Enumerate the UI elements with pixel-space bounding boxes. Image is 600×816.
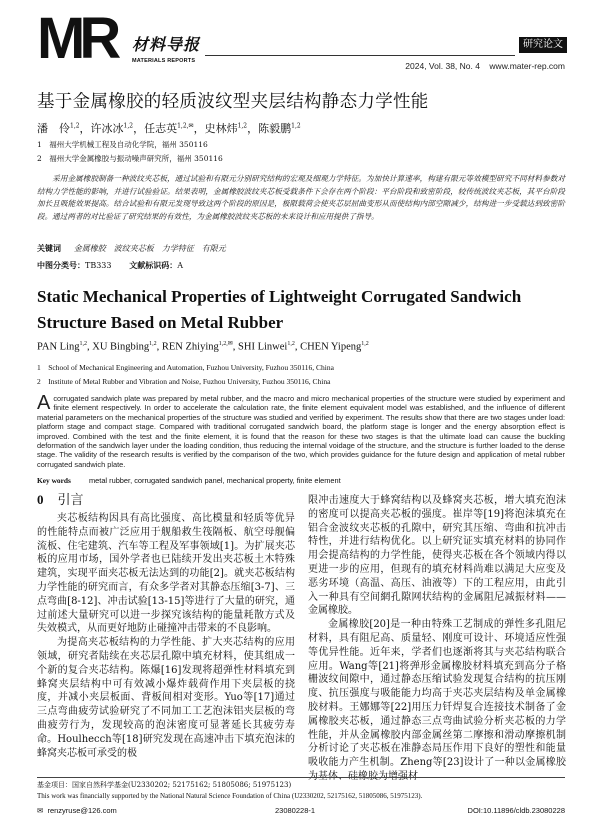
header-rule [205, 55, 515, 56]
author-sup: 1,2 [79, 341, 87, 347]
body-paragraph: 限冲击速度大于蜂窝结构以及蜂窝夹芯板，增大填充泡沫的密度可以提高夹芯板的强度。崔岸等[19]将泡沫填充在铝合金波纹夹芯板的孔隙中，研究其压缩、弯曲和抗冲击特性，并进行结构优化。以上研究证实填充材料的协同作用会提高结构的力学性能，使得夹芯板在各个领域内得以更进一步的应用，但现有的填充材料尚难以满足大应变及恶劣环境（高温、高压、油液等）下的工程应用，由此引入一种具有空间網孔隙网状结构的金属阻尼减振材料——金属橡胶。 [308, 495, 566, 617]
issue: 2024, Vol. 38, No. 4 [405, 61, 480, 71]
body-column-right [308, 494, 566, 784]
keywords-label: Key words [37, 476, 71, 485]
envelope-icon: ✉ [37, 806, 44, 815]
keywords-value: 金属橡胶 波纹夹芯板 力学特征 有限元 [73, 244, 226, 253]
affiliation-cn-1: 1 福州大学机械工程及自动化学院，福州 350116 [37, 140, 208, 149]
section-heading [37, 492, 84, 509]
author-sup: 1,2 [287, 341, 295, 347]
doi[interactable]: DOI:10.11896/cldb.23080228 [467, 806, 565, 815]
author-sup: 1,2 [291, 122, 301, 130]
author-sup: 1,2,✉ [218, 341, 233, 347]
affiliation-en-2: 2 Institute of Metal Rubber and Vibration and Noise, Fuzhou University, Fuzhou 350116, China [37, 377, 331, 386]
paper-title-cn: 基于金属橡胶的轻质波纹型夹层结构静态力学性能 [37, 91, 429, 111]
author-name: ，任志英 [133, 122, 178, 135]
author-name: 潘 伶 [37, 122, 70, 135]
journal-name-cn: 材料导报 [132, 35, 201, 54]
body-paragraph: 夹芯板结构因具有高比强度、高比模量和轻质等优异的性能特点而被广泛应用于舰船救生筏隔板、航空母舰偏流板、住宅建筑、汽车等工程及军事领域[1]。为扩展夹芯板的应用市场，国外学者也已陆续开发出夹芯板土木特殊建筑，实现平面夹芯板无法达到的功能[2]。就夹芯板结构力学性能的研究而言，有众多学者对其静态压缩[3-7]、三点弯曲[8-12]、冲击试验[13-15]等进行了大量的研究，通过前述大量研究可以进一步探究该结构的能量耗散方式及失效模式，从而更好地防止碰撞冲击带来的不良影响。 [37, 513, 295, 635]
author-name: XU Bingbing [92, 341, 150, 353]
body-paragraph: 金属橡胶[20]是一种由特殊工艺制成的弹性多孔阻尼材料，具有阻尼高、质量轻、刚度可设计、环境适应性强等优异性能。近年来，学者们也逐渐将其与夹芯结构联合应用。Wang等[21]将弹形金属橡胶材料填充到高分子格栅波纹间隙中，通过静态压缩试验发现复合结构的抗压刚度、抗压强度与吸能能力均高于夹芯夹层结构及单金属橡胶材料。王娜娜等[22]用压力钎焊复合连接技术制备了金属橡胶夹芯板，通过静态三点弯曲试验分析夹芯板的力学性能，并从金属橡胶内部金属丝第二摩擦和滑动摩擦机制分析讨论了夹芯板在准静态局压作用下良好的塑性和能量吸收能力产生机制。Zheng等[23]设计了一种以金属橡胶 [308, 619, 566, 769]
affiliation-cn-2: 2 福州大学金属橡胶与振动噪声研究所，福州 350116 [37, 154, 223, 163]
keywords-cn [37, 243, 226, 254]
author-name: ，许冰冰 [79, 122, 124, 135]
abstract-dropcap: A [37, 392, 51, 414]
paper-title-en: Static Mechanical Properties of Lightweight Corrugated Sandwich Structure Based on Metal Rubber [37, 287, 522, 332]
section-title: 引言 [57, 492, 84, 507]
authors-cn [37, 120, 301, 136]
classification-cn [37, 260, 183, 271]
fund-en: This work was financially supported by the National Natural Science Foundation of China (U2330202, 52175162, 51805086, 51975123). [37, 792, 423, 800]
corresponding-email [37, 806, 117, 815]
author-name: CHEN Yipeng [300, 341, 362, 353]
author-sup: 1,2 [123, 122, 134, 130]
authors-en: PAN Ling$^{1,2}$, XU Bingbing$^{1,2}$, REN Zhiying$^{1,2,✉}$, SHI Linwei$^{1,2}$, CHEN Yipeng$^{1,2}$ [37, 341, 369, 353]
keywords-label: 关键词 [37, 244, 61, 253]
footnote-rule [37, 777, 565, 778]
abstract-en-text: corrugated sandwich plate was prepared by metal rubber, and the macro and micro mechanical properties of the structure were studied by experiment and finite element respectively. In order to accelerate the calculation rate, the finite element equivalent model was established, and the influence of different material parameters on the mechanical properties of the structure was studied and verified by experiment. The results show that there are two stages under load: platform stage and compact stage. Compared with traditional corrugated sandwich board, the platform stage is longer and the energy absorption effect is improved. Combined with the test and the finite element, it is found that the reason for these two stages is that the ultimate load can cause the buckling deformation of the sandwich layer under the loading condition, thus reducing the internal voidage of the structure, and the structure is further loaded to the dense stage. The validity of the research results is verified by the comparison of the two, which provides guidance for the future design and application of metal rubber corrugated sandwich plate. [37, 394, 565, 469]
fund-cn: 基金项目：国家自然科学基金(U2330202; 52175162; 51805086; 51975123) [37, 781, 292, 789]
abstract-en [37, 394, 565, 469]
author-sup: 1,2,✉ [177, 122, 194, 130]
clc-label: 中图分类号： [37, 261, 85, 270]
issue-info [405, 61, 565, 71]
author-name: PAN Ling [37, 341, 80, 353]
keywords-value: metal rubber, corrugated sandwich panel, mechanical property, finite element [89, 476, 341, 485]
abstract-cn: 采用金属橡胶制备一种波纹夹芯板，通过试验和有限元分别研究结构的宏观及细观力学特征。为加快计算速率，构建有限元等效模型研究不同材料参数对结构力学性能的影响，并进行试验验证。结果表明，金属橡胶波纹夹芯板受载条件下会存在两个阶段：平台阶段和致密阶段，较传统波纹夹芯板，其平台阶段加长且吸能效果提高。结合试验和有限元发现导致这两个阶段的原因是，极限载荷会使夹芯层屈曲变形从而使结构内部空隙减少，结构进一步受载达到致密阶段。通过两者的对比验证了研究结果的有效性，为金属橡胶波纹夹芯板的未来设计和应用提供了指导。 [37, 174, 565, 221]
author-sup: 1,2 [361, 341, 369, 347]
journal-logo-mark: MR [37, 6, 116, 71]
body-column-left [37, 512, 295, 760]
body-paragraph: 为提高夹芯板结构的力学性能、扩大夹芯结构的应用领域，研究者陆续在夹芯层孔隙中填充材料，使其组成一个新的复合夹芯结构。陈爆[16]发现将超弹性材料填充到蜂窝夹层结构中可有效减小爆炸载荷作用下夹层板的挠度，并减小夹层板面、背板间相对变形。Yuo等[17]通过三点弯曲疲劳试验研究了不同加工工艺泡沫铝夹层板的弯曲疲劳行为，发现较高的泡沫密度可显著延长其疲劳寿命。Houlhecch等[18]研究发现在高速冲击下填充泡沫的蜂窝夹芯板可承受的极 [37, 637, 295, 759]
author-name: REN Zhiying [161, 341, 219, 353]
author-sup: 1,2 [70, 122, 80, 130]
email-link[interactable]: renzyruse@126.com [47, 806, 117, 815]
page-id: 23080228-1 [275, 806, 316, 815]
doc-code-label: 文献标识码： [129, 261, 178, 270]
website-link[interactable]: www.mater-rep.com [489, 61, 565, 71]
author-name: ，陈毅鹏 [247, 122, 292, 135]
affiliation-en-1: 1 School of Mechanical Engineering and Automation, Fuzhou University, Fuzhou 350116, China [37, 363, 334, 372]
author-name: ，史林炜 [193, 122, 238, 135]
doc-code-value: A [177, 261, 184, 270]
section-badge: 研究论文 [519, 37, 567, 53]
author-sup: 1,2 [149, 341, 157, 347]
clc-value: TB333 [85, 261, 112, 270]
keywords-en [37, 476, 341, 485]
journal-name-en: MATERIALS REPORTS [132, 58, 196, 64]
author-name: SHI Linwei [238, 341, 288, 353]
section-number: 0 [37, 492, 44, 507]
author-sup: 1,2 [237, 122, 248, 130]
